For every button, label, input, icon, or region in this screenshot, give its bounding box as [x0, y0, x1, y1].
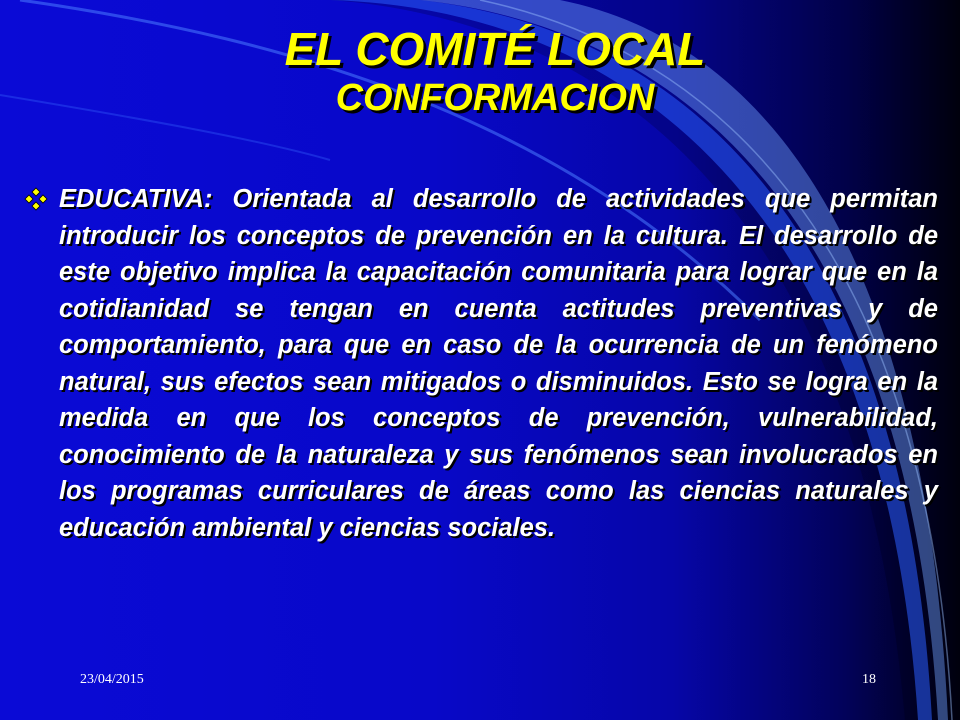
- bullet-text: EDUCATIVA: Orientada al desarrollo de actividades que permitan introducir los conceptos de prevención en la cultura. El desarrollo de este objetivo implica la capacitación comunitaria para lograr que en la cotidianidad se tengan en cuenta actitudes preventivas y de comportamiento, para que en caso de la ocurrencia de un fenómeno natural, sus efectos sean mitigados o disminuidos. Esto se logra en la medida en que los conceptos de prevención, vulnerabilidad, conocimiento de la naturaleza y sus fenómenos sean involucrados en los programas curriculares de áreas como las ciencias naturales y educación ambiental y ciencias sociales.: [59, 185, 938, 542]
- footer-date: 23/04/2015: [80, 672, 144, 687]
- footer-page-number: 18: [862, 672, 876, 687]
- slide-subtitle: CONFORMACION: [335, 77, 655, 119]
- slide-title: EL COMITÉ LOCAL: [284, 23, 706, 75]
- diamond-quad-icon: [24, 187, 48, 211]
- bullet-item: [24, 181, 938, 546]
- title-block: [0, 22, 960, 120]
